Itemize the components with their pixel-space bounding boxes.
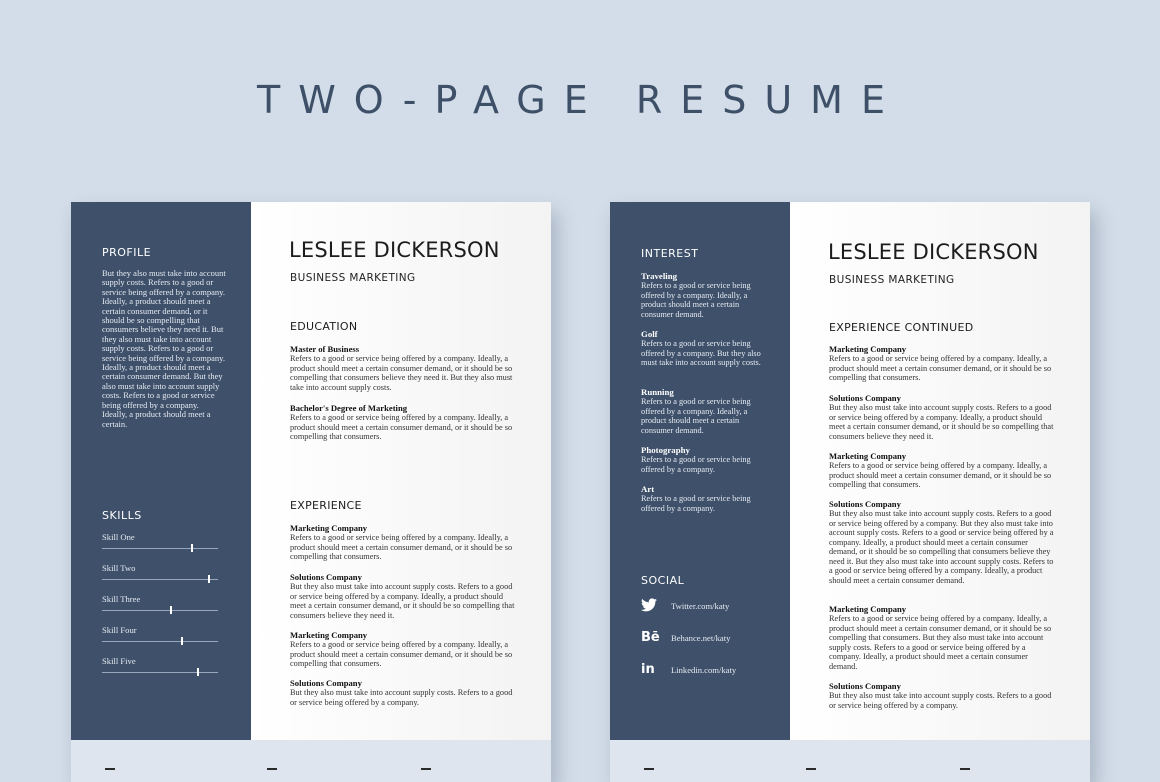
entry-description: But they also must take into account supply costs. Refers to a good or service being offered by a company. bbox=[290, 688, 513, 707]
interest-item bbox=[641, 387, 765, 435]
skill-label: Skill Three bbox=[102, 594, 141, 604]
entry-description: Refers to a good or service being offered by a company. Ideally, a product should meet a certain consumer demand, or it should be so compelling that consumers. But they also must take into account supply costs. Refers to a good or service being offered by a company. Ideally, a product should meet a certain consumer demand. bbox=[829, 614, 1052, 671]
entry-description: Refers to a good or service being offered by a company. Ideally, a product should meet a certain consumer demand, or it should be so compelling that consumers. bbox=[829, 354, 1052, 382]
skill-track bbox=[102, 579, 218, 580]
skill-track bbox=[102, 641, 218, 642]
experience-entry bbox=[829, 393, 1055, 441]
skill-level-marker bbox=[181, 637, 183, 645]
interest-title: Running bbox=[641, 387, 674, 397]
twitter-icon bbox=[641, 598, 661, 614]
linkedin-icon: in bbox=[641, 662, 655, 677]
interest-item bbox=[641, 484, 765, 513]
experience-entry bbox=[290, 523, 516, 562]
skill-item bbox=[102, 563, 218, 587]
entry-title: Solutions Company bbox=[829, 681, 901, 691]
footer-icon bbox=[421, 768, 431, 778]
entry-description: But they also must take into account supply costs. Refers to a good or service being offered by a company. Ideally, a product should meet a certain consumer demand, or it should be so compelling that consumers believe they need it. bbox=[829, 403, 1054, 441]
candidate-name: LESLEE DICKERSON bbox=[289, 238, 500, 262]
experience-entry bbox=[829, 344, 1055, 383]
entry-description: Refers to a good or service being offered by a company. Ideally, a product should meet a certain consumer demand, or it should be so compelling that consumers. bbox=[829, 461, 1052, 489]
behance-icon: Bē bbox=[641, 630, 660, 645]
education-entry bbox=[290, 403, 516, 442]
skill-track bbox=[102, 610, 218, 611]
skill-item bbox=[102, 625, 218, 649]
interest-title: Golf bbox=[641, 329, 658, 339]
skill-level-marker bbox=[170, 606, 172, 614]
education-entry bbox=[290, 344, 516, 392]
profile-heading: PROFILE bbox=[102, 246, 152, 259]
experience-continued-heading: EXPERIENCE CONTINUED bbox=[829, 321, 974, 334]
interest-item bbox=[641, 271, 765, 319]
skills-heading: SKILLS bbox=[102, 509, 142, 522]
page-footer bbox=[610, 740, 1090, 782]
page-title: TWO-PAGE RESUME bbox=[257, 78, 903, 122]
entry-title: Marketing Company bbox=[290, 630, 368, 640]
social-link-linkedin[interactable] bbox=[641, 662, 781, 680]
interest-title: Photography bbox=[641, 445, 690, 455]
social-handle: Behance.net/katy bbox=[671, 633, 731, 643]
candidate-name: LESLEE DICKERSON bbox=[828, 240, 1039, 264]
entry-title: Solutions Company bbox=[829, 393, 901, 403]
social-handle: Linkedin.com/katy bbox=[671, 665, 737, 675]
social-link-behance[interactable] bbox=[641, 630, 781, 648]
footer-icon bbox=[960, 768, 970, 778]
interest-description: Refers to a good or service being offered by a company. But they also must take into account supply costs. bbox=[641, 339, 761, 367]
entry-title: Marketing Company bbox=[829, 344, 907, 354]
skill-item bbox=[102, 594, 218, 618]
skill-level-marker bbox=[197, 668, 199, 676]
interest-title: Art bbox=[641, 484, 655, 494]
entry-title: Solutions Company bbox=[829, 499, 901, 509]
skill-item bbox=[102, 656, 218, 680]
skill-label: Skill Five bbox=[102, 656, 136, 666]
candidate-role: BUSINESS MARKETING bbox=[290, 272, 416, 284]
interest-description: Refers to a good or service being offered by a company. bbox=[641, 455, 751, 474]
social-link-twitter[interactable] bbox=[641, 598, 781, 616]
footer-icon bbox=[105, 768, 115, 778]
page-footer bbox=[71, 740, 551, 782]
footer-icon bbox=[806, 768, 816, 778]
entry-title: Solutions Company bbox=[290, 572, 362, 582]
social-heading: SOCIAL bbox=[641, 574, 685, 587]
skill-level-marker bbox=[191, 544, 193, 552]
experience-entry bbox=[290, 630, 516, 669]
skill-level-marker bbox=[208, 575, 210, 583]
skill-track bbox=[102, 672, 218, 673]
interest-title: Traveling bbox=[641, 271, 677, 281]
entry-description: Refers to a good or service being offered by a company. Ideally, a product should meet a certain consumer demand, or it should be so compelling that consumers. bbox=[290, 413, 513, 441]
entry-description: Refers to a good or service being offered by a company. Ideally, a product should meet a certain consumer demand, or it should be so compelling that consumers. bbox=[290, 533, 513, 561]
resume-page-one bbox=[71, 202, 551, 782]
experience-entry bbox=[290, 678, 516, 707]
skill-label: Skill One bbox=[102, 532, 135, 542]
experience-heading: EXPERIENCE bbox=[290, 499, 362, 512]
candidate-role: BUSINESS MARKETING bbox=[829, 274, 955, 286]
entry-title: Marketing Company bbox=[829, 604, 907, 614]
entry-description: But they also must take into account supply costs. Refers to a good or service being offered by a company. bbox=[829, 691, 1052, 710]
entry-title: Master of Business bbox=[290, 344, 360, 354]
footer-icon bbox=[267, 768, 277, 778]
interest-item bbox=[641, 445, 765, 474]
skill-track bbox=[102, 548, 218, 549]
experience-entry bbox=[829, 451, 1055, 490]
main-content bbox=[790, 202, 1090, 740]
education-heading: EDUCATION bbox=[290, 320, 358, 333]
interest-heading: INTEREST bbox=[641, 247, 699, 260]
entry-description: But they also must take into account supply costs. Refers to a good or service being offered by a company. But they also must take into account supply costs. Refers to a good or service being offered by a company. Ideally, a product should meet a certain consumer demand, or it should be so compelling that consumers believe they need it. But they also must take into account supply costs. Refers to a good or service being offered by a company. Ideally, a product should meet a certain consumer demand. bbox=[829, 509, 1054, 585]
footer-icon bbox=[644, 768, 654, 778]
sidebar bbox=[610, 202, 790, 740]
experience-entry bbox=[290, 572, 516, 620]
entry-title: Bachelor's Degree of Marketing bbox=[290, 403, 408, 413]
experience-entry bbox=[829, 604, 1055, 671]
interest-description: Refers to a good or service being offered by a company. bbox=[641, 494, 751, 513]
entry-description: But they also must take into account supply costs. Refers to a good or service being offered by a company. Ideally, a product should meet a certain consumer demand, or it should be so compelling that consumers believe they need it. bbox=[290, 582, 515, 620]
experience-entry bbox=[829, 681, 1055, 710]
entry-title: Marketing Company bbox=[290, 523, 368, 533]
entry-description: Refers to a good or service being offered by a company. Ideally, a product should meet a certain consumer demand, or it should be so compelling that consumers. bbox=[290, 640, 513, 668]
resume-page-two bbox=[610, 202, 1090, 782]
social-handle: Twitter.com/katy bbox=[671, 601, 730, 611]
entry-title: Marketing Company bbox=[829, 451, 907, 461]
interest-item bbox=[641, 329, 765, 368]
skill-item bbox=[102, 532, 218, 556]
entry-title: Solutions Company bbox=[290, 678, 362, 688]
skill-label: Skill Two bbox=[102, 563, 136, 573]
interest-description: Refers to a good or service being offered by a company. Ideally, a product should meet a certain consumer demand. bbox=[641, 281, 751, 319]
interest-description: Refers to a good or service being offered by a company. Ideally, a product should meet a certain consumer demand. bbox=[641, 397, 751, 435]
main-content bbox=[251, 202, 551, 740]
sidebar bbox=[71, 202, 251, 740]
experience-entry bbox=[829, 499, 1055, 585]
skill-label: Skill Four bbox=[102, 625, 137, 635]
entry-description: Refers to a good or service being offered by a company. Ideally, a product should meet a certain consumer demand, or it should be so compelling that consumers believe they need it. But they also must take into account supply costs. bbox=[290, 354, 513, 392]
profile-text: But they also must take into account supply costs. Refers to a good or service being offered by a company. Ideally, a product should meet a certain consumer demand, or it should be so compelling that consumers believe they need it. But they also must take into account supply costs. Refers to a good or service being offered by a company. Ideally, a product should meet a certain consumer demand. But they also must take into account supply costs. Refers to a good or service being offered by a company. Ideally, a product should meet a certain. bbox=[102, 268, 226, 429]
